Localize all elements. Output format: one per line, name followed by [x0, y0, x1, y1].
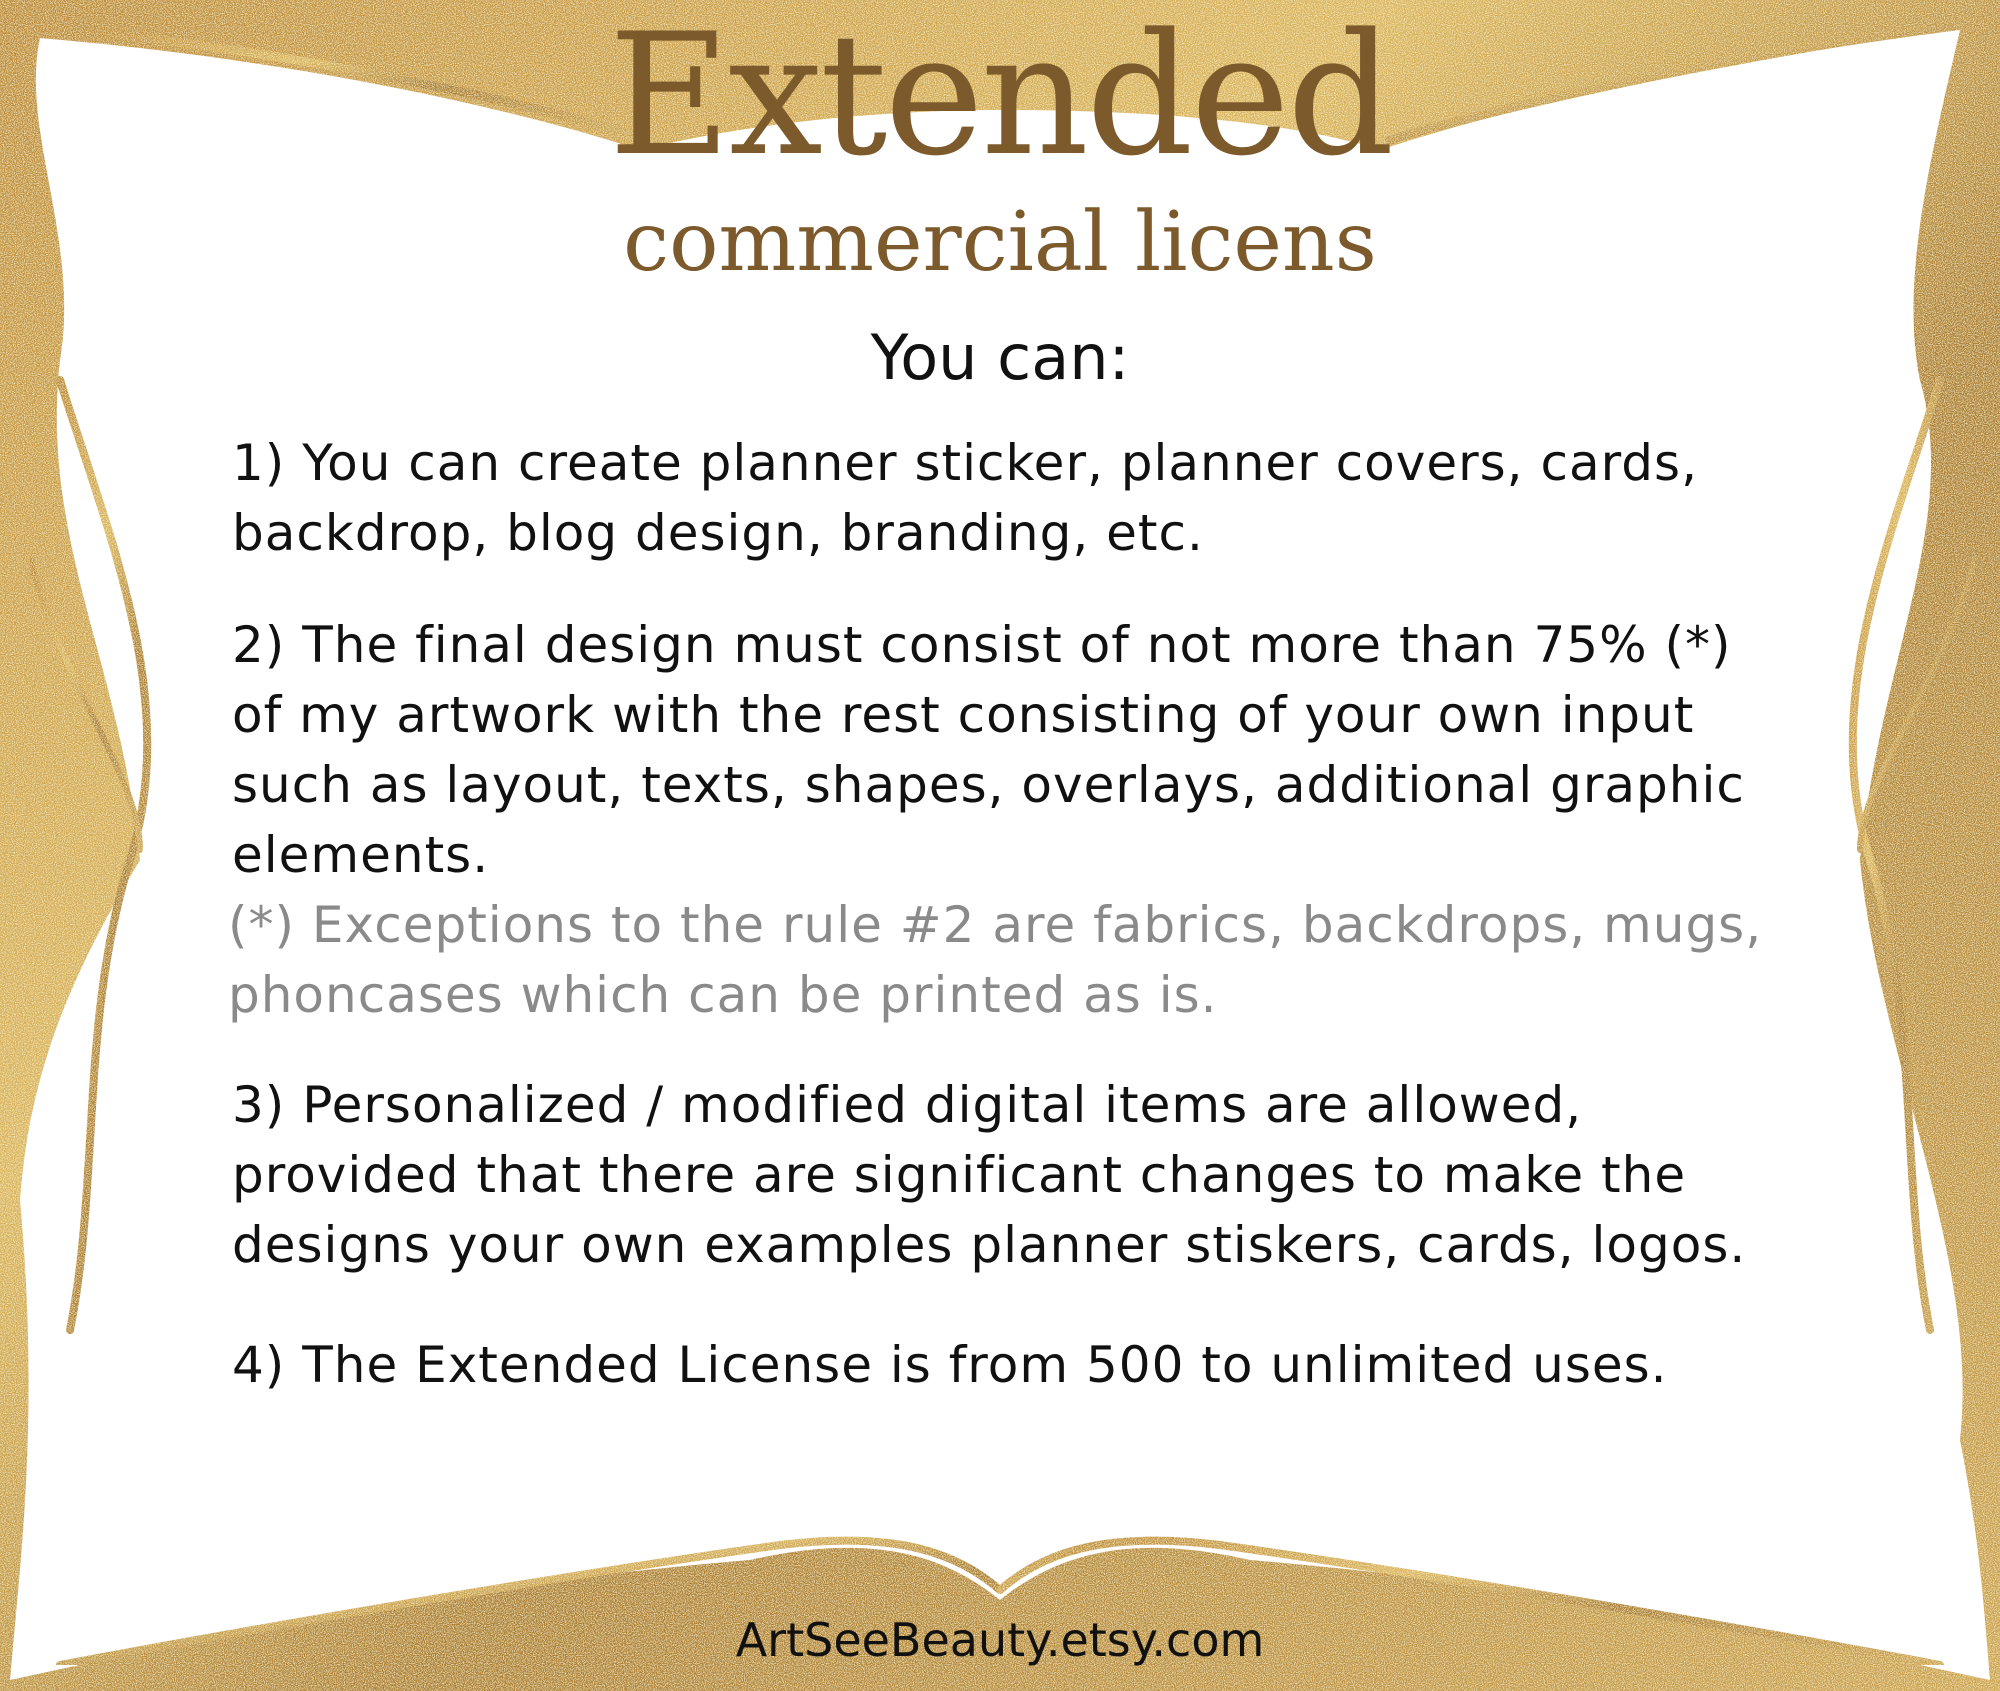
rule-3 [232, 1070, 1792, 1280]
rule-line: 4) The Extended License is from 500 to unlimited uses. [232, 1336, 1668, 1394]
note-line: phoncases which can be printed as is. [228, 966, 1218, 1024]
page-subtitle: commercial licens [623, 195, 1377, 290]
note-line: (*) Exceptions to the rule #2 are fabrics, backdrops, mugs, [228, 896, 1763, 954]
shop-url: ArtSeeBeauty.etsy.com [735, 1613, 1265, 1667]
rule-line: backdrop, blog design, branding, etc. [232, 504, 1204, 562]
rule-line: 2) The final design must consist of not more than 75% (*) [232, 616, 1732, 674]
rule-line: 3) Personalized / modified digital items are allowed, [232, 1076, 1583, 1134]
rule-line: of my artwork with the rest consisting of your own input [232, 686, 1695, 744]
rule-line: 1) You can create planner sticker, planner covers, cards, [232, 434, 1698, 492]
rule-1 [232, 428, 1792, 568]
rule-line: such as layout, texts, shapes, overlays, additional graphic [232, 756, 1745, 814]
page-title: Extended [608, 0, 1392, 193]
rule-line: provided that there are significant changes to make the [232, 1146, 1687, 1204]
rule-line: designs your own examples planner stiskers, cards, logos. [232, 1216, 1747, 1274]
rule-2 [232, 610, 1792, 890]
rule-line: elements. [232, 826, 490, 884]
exception-note [228, 890, 1788, 1030]
rule-4 [232, 1330, 1792, 1400]
intro-heading: You can: [870, 321, 1130, 394]
